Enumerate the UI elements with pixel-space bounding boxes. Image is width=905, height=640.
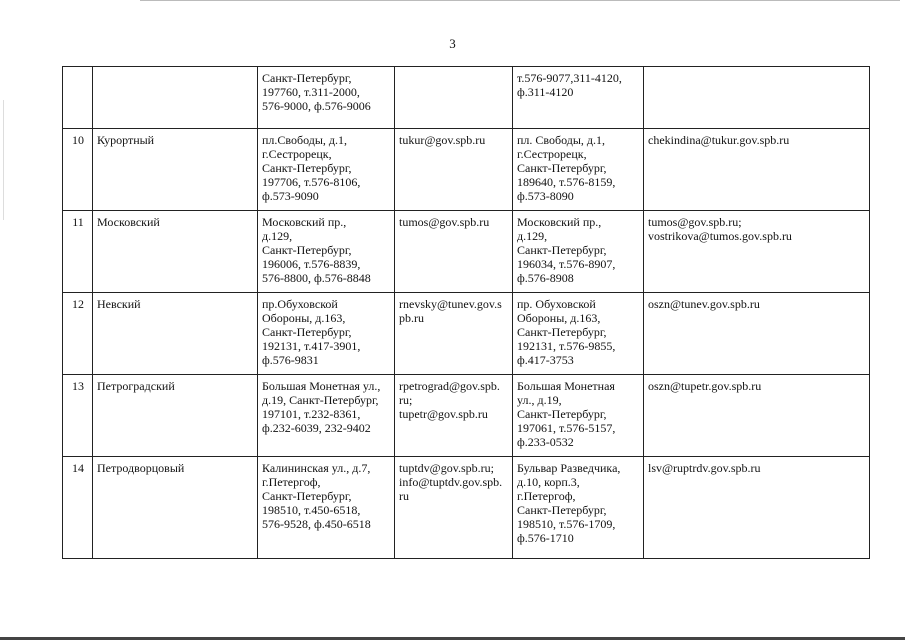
cell-text-line: Санкт-Петербург, bbox=[517, 325, 607, 339]
cell-text: Петроградский bbox=[97, 379, 175, 393]
cell-text: Петродворцовый bbox=[97, 461, 185, 475]
cell-text-line: пл.Свободы, д.1, bbox=[262, 133, 348, 147]
cell-text-line: Обороны, д.163, bbox=[262, 311, 346, 325]
cell-text-line: Санкт-Петербург, bbox=[517, 407, 607, 421]
cell-text-line: tumos@gov.spb.ru; bbox=[648, 215, 742, 229]
cell-text-line: info@tuptdv.gov.spb. bbox=[399, 475, 503, 489]
row-number-cell bbox=[63, 457, 93, 559]
cell-text-line: ф.311-4120 bbox=[517, 85, 574, 99]
cell-text-line: ф.233-0532 bbox=[517, 435, 574, 449]
cell-text: 13 bbox=[72, 379, 84, 393]
social-department-address-cell bbox=[513, 129, 644, 211]
administration-email-cell bbox=[395, 293, 513, 375]
social-department-email-cell bbox=[644, 211, 870, 293]
cell-text-line: oszn@tupetr.gov.spb.ru bbox=[648, 379, 762, 393]
cell-text-line: tuptdv@gov.spb.ru; bbox=[399, 461, 494, 475]
cell-text-line: ф.576-8908 bbox=[517, 271, 574, 285]
cell-text-line: rnevsky@tunev.gov.s bbox=[399, 297, 502, 311]
table-row bbox=[63, 375, 870, 457]
table-row bbox=[63, 211, 870, 293]
cell-text-line: пл. Свободы, д.1, bbox=[517, 133, 606, 147]
cell-text-line: Санкт-Петербург, bbox=[262, 161, 352, 175]
table-row bbox=[63, 129, 870, 211]
administration-address-cell bbox=[258, 67, 395, 129]
cell-text-line: ф.573-9090 bbox=[262, 189, 319, 203]
cell-text-line: 198510, т.450-6518, bbox=[262, 503, 361, 517]
cell-text-line: Санкт-Петербург, bbox=[517, 161, 607, 175]
row-number-cell bbox=[63, 293, 93, 375]
cell-text-line: д.19, Санкт-Петербург, bbox=[262, 393, 379, 407]
social-department-address-cell bbox=[513, 67, 644, 129]
scan-edge-left bbox=[3, 100, 4, 220]
cell-text-line: pb.ru bbox=[399, 311, 424, 325]
cell-text-line: Санкт-Петербург, bbox=[517, 243, 607, 257]
scan-edge-top bbox=[140, 0, 900, 3]
administration-address-cell bbox=[258, 375, 395, 457]
social-department-address-cell bbox=[513, 375, 644, 457]
administration-address-cell bbox=[258, 457, 395, 559]
cell-text-line: 198510, т.576-1709, bbox=[517, 517, 616, 531]
cell-text-line: ф.417-3753 bbox=[517, 353, 574, 367]
administration-address-cell bbox=[258, 293, 395, 375]
cell-text-line: д.10, корп.3, bbox=[517, 475, 580, 489]
cell-text-line: т.576-9077,311-4120, bbox=[517, 71, 622, 85]
social-department-email-cell bbox=[644, 293, 870, 375]
cell-text-line: rpetrograd@gov.spb. bbox=[399, 379, 500, 393]
cell-text: Московский bbox=[97, 215, 160, 229]
cell-text: 14 bbox=[72, 461, 84, 475]
row-number-cell bbox=[63, 129, 93, 211]
district-name-cell bbox=[93, 375, 258, 457]
cell-text-line: Московский пр., bbox=[517, 215, 602, 229]
cell-text-line: пр.Обуховской bbox=[262, 297, 338, 311]
social-department-address-cell bbox=[513, 293, 644, 375]
cell-text-line: tukur@gov.spb.ru bbox=[399, 133, 486, 147]
cell-text-line: г.Петергоф, bbox=[262, 475, 321, 489]
cell-text-line: д.129, bbox=[262, 229, 293, 243]
cell-text-line: vostrikova@tumos.gov.spb.ru bbox=[648, 229, 792, 243]
cell-text-line: lsv@ruptrdv.gov.spb.ru bbox=[648, 461, 761, 475]
district-name-cell bbox=[93, 457, 258, 559]
cell-text-line: 196034, т.576-8907, bbox=[517, 257, 616, 271]
cell-text-line: tupetr@gov.spb.ru bbox=[399, 407, 488, 421]
cell-text-line: д.129, bbox=[517, 229, 548, 243]
cell-text-line: 197101, т.232-8361, bbox=[262, 407, 361, 421]
administration-email-cell bbox=[395, 375, 513, 457]
administration-email-cell bbox=[395, 211, 513, 293]
cell-text-line: chekindina@tukur.gov.spb.ru bbox=[648, 133, 790, 147]
cell-text-line: 576-8800, ф.576-8848 bbox=[262, 271, 371, 285]
cell-text-line: г.Сестрорецк, bbox=[517, 147, 587, 161]
table-row bbox=[63, 457, 870, 559]
cell-text-line: Московский пр., bbox=[262, 215, 347, 229]
district-contacts-table bbox=[62, 66, 870, 559]
cell-text-line: ф.573-8090 bbox=[517, 189, 574, 203]
cell-text: 10 bbox=[72, 133, 84, 147]
cell-text-line: г.Сестрорецк, bbox=[262, 147, 332, 161]
administration-address-cell bbox=[258, 129, 395, 211]
cell-text-line: ru bbox=[399, 489, 409, 503]
social-department-address-cell bbox=[513, 457, 644, 559]
cell-text-line: ф.576-9831 bbox=[262, 353, 319, 367]
cell-text-line: ф.232-6039, 232-9402 bbox=[262, 421, 371, 435]
administration-email-cell bbox=[395, 129, 513, 211]
cell-text-line: 197706, т.576-8106, bbox=[262, 175, 361, 189]
cell-text-line: Бульвар Разведчика, bbox=[517, 461, 621, 475]
cell-text-line: г.Петергоф, bbox=[517, 489, 576, 503]
cell-text-line: Большая Монетная ул., bbox=[262, 379, 381, 393]
social-department-email-cell bbox=[644, 129, 870, 211]
social-department-address-cell bbox=[513, 211, 644, 293]
district-name-cell bbox=[93, 293, 258, 375]
row-number-cell bbox=[63, 375, 93, 457]
cell-text-line: Обороны, д.163, bbox=[517, 311, 601, 325]
social-department-email-cell bbox=[644, 375, 870, 457]
cell-text-line: ул., д.19, bbox=[517, 393, 562, 407]
district-name-cell bbox=[93, 67, 258, 129]
row-number-cell bbox=[63, 211, 93, 293]
cell-text-line: 196006, т.576-8839, bbox=[262, 257, 361, 271]
cell-text-line: Санкт-Петербург, bbox=[262, 71, 352, 85]
social-department-email-cell bbox=[644, 67, 870, 129]
table-row bbox=[63, 293, 870, 375]
administration-email-cell bbox=[395, 67, 513, 129]
cell-text-line: Большая Монетная bbox=[517, 379, 615, 393]
cell-text-line: 576-9000, ф.576-9006 bbox=[262, 99, 371, 113]
social-department-email-cell bbox=[644, 457, 870, 559]
cell-text-line: 576-9528, ф.450-6518 bbox=[262, 517, 371, 531]
cell-text-line: пр. Обуховской bbox=[517, 297, 596, 311]
cell-text-line: Санкт-Петербург, bbox=[262, 489, 352, 503]
cell-text-line: Санкт-Петербург, bbox=[262, 325, 352, 339]
cell-text: 12 bbox=[72, 297, 84, 311]
cell-text-line: ф.576-1710 bbox=[517, 531, 574, 545]
cell-text-line: tumos@gov.spb.ru bbox=[399, 215, 490, 229]
cell-text-line: 192131, т.576-9855, bbox=[517, 339, 616, 353]
administration-address-cell bbox=[258, 211, 395, 293]
cell-text-line: Санкт-Петербург, bbox=[517, 503, 607, 517]
administration-email-cell bbox=[395, 457, 513, 559]
district-name-cell bbox=[93, 129, 258, 211]
cell-text-line: 197061, т.576-5157, bbox=[517, 421, 616, 435]
row-number-cell bbox=[63, 67, 93, 129]
cell-text-line: Калининская ул., д.7, bbox=[262, 461, 371, 475]
district-name-cell bbox=[93, 211, 258, 293]
cell-text-line: 189640, т.576-8159, bbox=[517, 175, 616, 189]
cell-text: 11 bbox=[72, 215, 84, 229]
table-body bbox=[63, 67, 870, 559]
cell-text-line: Санкт-Петербург, bbox=[262, 243, 352, 257]
table-row bbox=[63, 67, 870, 129]
cell-text-line: 197760, т.311-2000, bbox=[262, 85, 360, 99]
page-number: 3 bbox=[449, 36, 456, 51]
cell-text-line: ru; bbox=[399, 393, 413, 407]
cell-text-line: 192131, т.417-3901, bbox=[262, 339, 361, 353]
cell-text: Курортный bbox=[97, 133, 155, 147]
cell-text: Невский bbox=[97, 297, 141, 311]
cell-text-line: oszn@tunev.gov.spb.ru bbox=[648, 297, 760, 311]
